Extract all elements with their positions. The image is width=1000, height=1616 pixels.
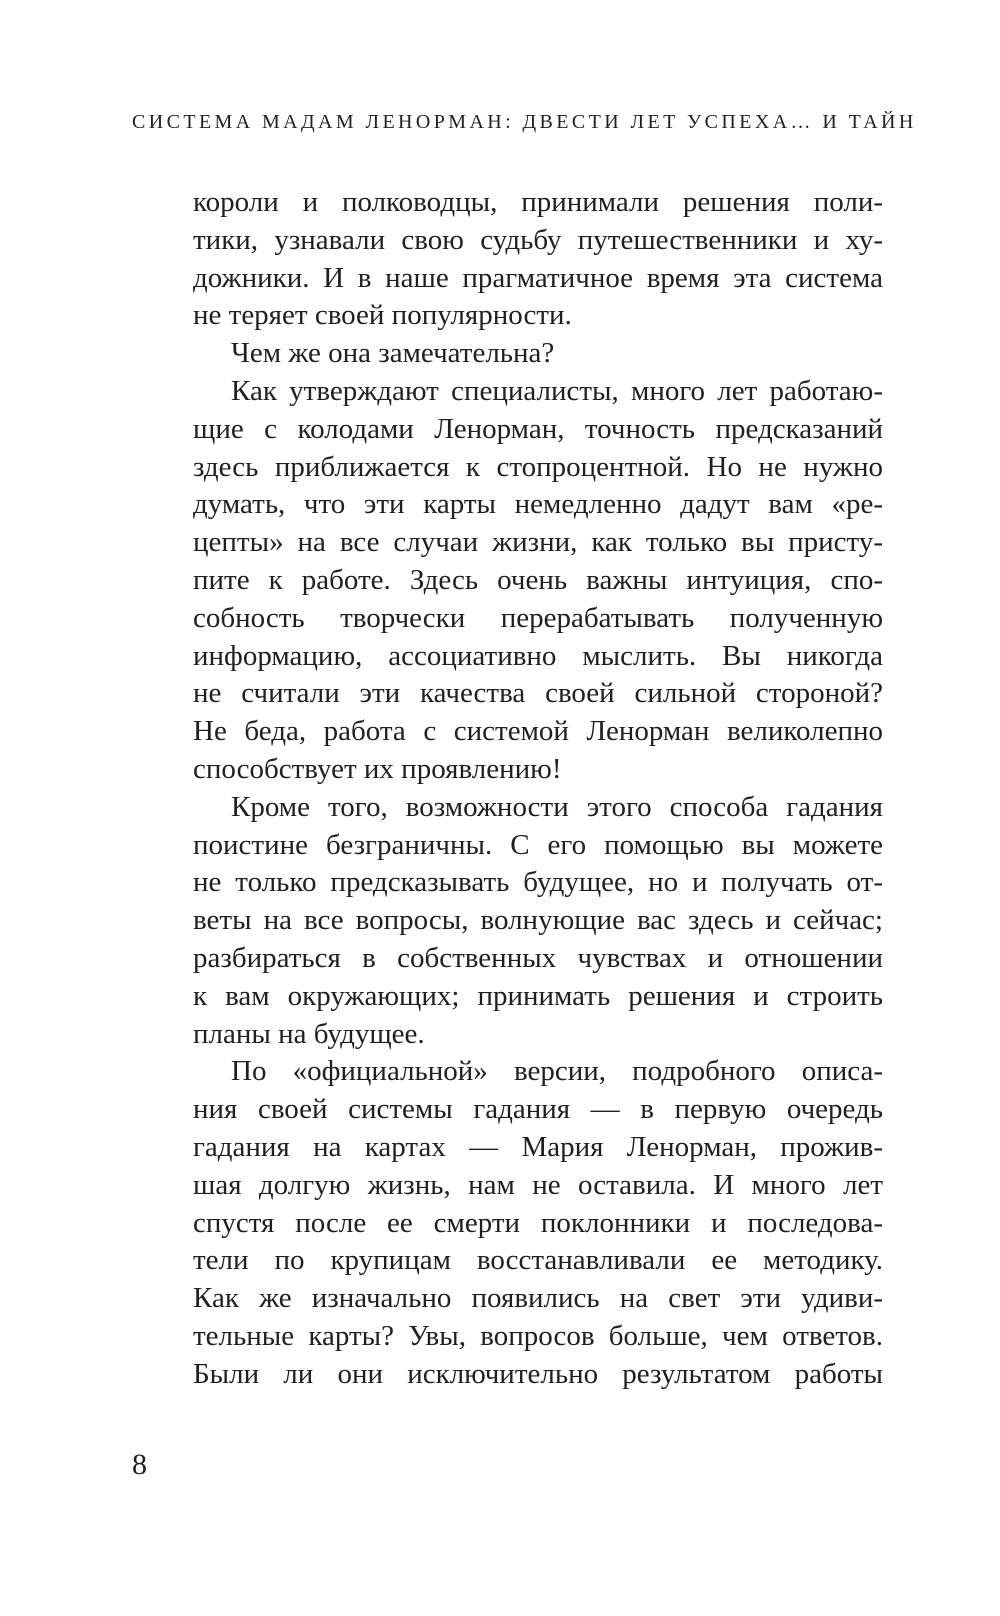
text-line: не считали эти качества своей сильной стороной?	[193, 677, 883, 710]
text-line: пите к работе. Здесь очень важны интуиция, спо-	[193, 563, 883, 596]
text-line: не только предсказывать будущее, но и получать от-	[193, 866, 883, 899]
text-line: дожники. И в наше прагматичное время эта система	[193, 261, 883, 294]
text-line: тики, узнавали свою судьбу путешественники и ху-	[193, 223, 883, 256]
text-line: здесь приближается к стопроцентной. Но не нужно	[193, 450, 883, 483]
text-line: информацию, ассоциативно мыслить. Вы никогда	[193, 639, 883, 672]
running-head: СИСТЕМА МАДАМ ЛЕНОРМАН: ДВЕСТИ ЛЕТ УСПЕХА… И ТАЙН	[132, 111, 917, 133]
text-line: Не беда, работа с системой Ленорман великолепно	[193, 715, 883, 748]
body-text	[193, 184, 883, 1394]
text-line: Чем же она замечательна?	[231, 337, 555, 370]
text-line: не теряет своей популярности.	[193, 299, 572, 332]
text-line: Как утверждают специалисты, много лет работаю-	[231, 374, 883, 407]
text-line: спустя после ее смерти поклонники и последова-	[193, 1206, 883, 1239]
text-line: веты на все вопросы, волнующие вас здесь и сейчас;	[193, 904, 883, 937]
text-line: гадания на картах — Мария Ленорман, прожив-	[193, 1130, 883, 1163]
text-line: тели по крупицам восстанавливали ее методику.	[193, 1244, 883, 1277]
text-line: ния своей системы гадания — в первую очередь	[193, 1093, 883, 1126]
text-line: щие с колодами Ленорман, точность предсказаний	[193, 412, 883, 445]
text-line: Были ли они исключительно результатом работы	[193, 1357, 883, 1390]
text-line: цепты» на все случаи жизни, как только вы присту-	[193, 526, 883, 559]
text-line: тельные карты? Увы, вопросов больше, чем ответов.	[193, 1319, 883, 1352]
text-line: думать, что эти карты немедленно дадут вам «ре-	[193, 488, 883, 521]
text-line: шая долгую жизнь, нам не оставила. И много лет	[193, 1168, 883, 1201]
text-line: способствует их проявлению!	[193, 752, 562, 785]
text-line: Кроме того, возможности этого способа гадания	[231, 790, 883, 823]
text-line: Как же изначально появились на свет эти удиви-	[193, 1282, 883, 1315]
text-line: По «официальной» версии, подробного описа-	[231, 1055, 883, 1088]
page-number: 8	[132, 1448, 147, 1481]
text-line: планы на будущее.	[193, 1017, 425, 1050]
text-line: разбираться в собственных чувствах и отношении	[193, 941, 883, 974]
text-line: поистине безграничны. С его помощью вы можете	[193, 828, 883, 861]
text-line: к вам окружающих; принимать решения и строить	[193, 979, 883, 1012]
text-line: собность творчески перерабатывать полученную	[193, 601, 883, 634]
text-line: короли и полководцы, принимали решения поли-	[193, 186, 883, 218]
